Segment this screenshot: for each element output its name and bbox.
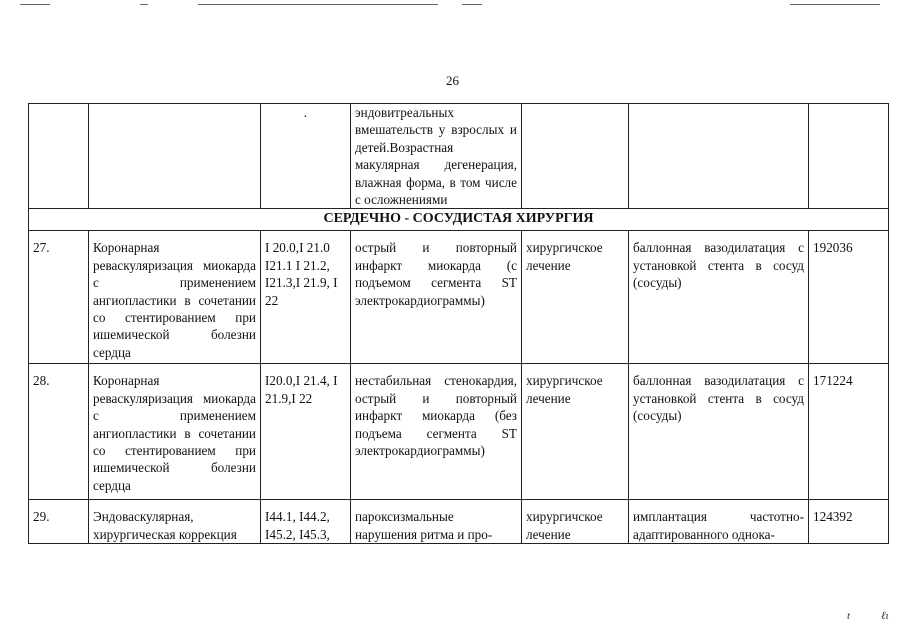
cell-codes: · <box>261 104 351 209</box>
table-row-continuation <box>29 104 889 209</box>
cell-model: пароксизмальные нарушения ритма и про- <box>351 500 522 544</box>
cell-treatment: хирургичское лечение <box>522 500 629 544</box>
cell-treatment: хирургичское лечение <box>522 364 629 500</box>
table-row <box>29 231 889 364</box>
cell-name: Эндоваскулярная, хирургическая коррекция <box>89 500 261 544</box>
cell-model: эндовитреальных вмешательств у взрослых и детей.Возрастная макулярная дегенерация, влажная форма, в том числе с осложнениями <box>351 104 522 209</box>
cell-norm: 192036 <box>809 231 889 364</box>
cell-num: 28. <box>29 364 89 500</box>
scan-corner-marks <box>837 610 897 624</box>
cell-name: Коронарная реваскуляризация миокарда с применением ангиопластики в сочетании со стентированием при ишемической болезни сердца <box>89 231 261 364</box>
cell-model: нестабильная стенокардия, острый и повторный инфаркт миокарда (без подъема сегмента ST электрокардиограммы) <box>351 364 522 500</box>
cell-method: баллонная вазодилатация с установкой стента в сосуд (сосуды) <box>629 364 809 500</box>
cell-codes: I44.1, I44.2, I45.2, I45.3, <box>261 500 351 544</box>
cell-method: баллонная вазодилатация с установкой стента в сосуд (сосуды) <box>629 231 809 364</box>
cell-method: имплантация частотно-адаптированного однока- <box>629 500 809 544</box>
cell-name <box>89 104 261 209</box>
cell-norm: 171224 <box>809 364 889 500</box>
table-row <box>29 500 889 544</box>
cell-treatment: хирургичское лечение <box>522 231 629 364</box>
cell-model: острый и повторный инфаркт миокарда (с подъемом сегмента ST электрокардиограммы) <box>351 231 522 364</box>
table-row <box>29 364 889 500</box>
cell-num: 27. <box>29 231 89 364</box>
section-title: СЕРДЕЧНО - СОСУДИСТАЯ ХИРУРГИЯ <box>29 209 889 231</box>
section-header-row <box>29 209 889 231</box>
cell-num: 29. <box>29 500 89 544</box>
cell-name: Коронарная реваскуляризация миокарда с применением ангиопластики в сочетании со стентированием при ишемической болезни сердца <box>89 364 261 500</box>
cell-num <box>29 104 89 209</box>
page-number: 26 <box>446 73 459 88</box>
cell-method <box>629 104 809 209</box>
cell-norm <box>809 104 889 209</box>
cell-codes: I20.0,I 21.4, I 21.9,I 22 <box>261 364 351 500</box>
corner-mark: t <box>847 610 851 622</box>
corner-mark: ℓι <box>881 610 889 622</box>
scan-artifact-lines <box>0 0 905 8</box>
procedures-table <box>28 103 889 544</box>
cell-treatment <box>522 104 629 209</box>
cell-norm: 124392 <box>809 500 889 544</box>
cell-codes: I 20.0,I 21.0 I21.1 I 21.2, I21.3,I 21.9, I 22 <box>261 231 351 364</box>
